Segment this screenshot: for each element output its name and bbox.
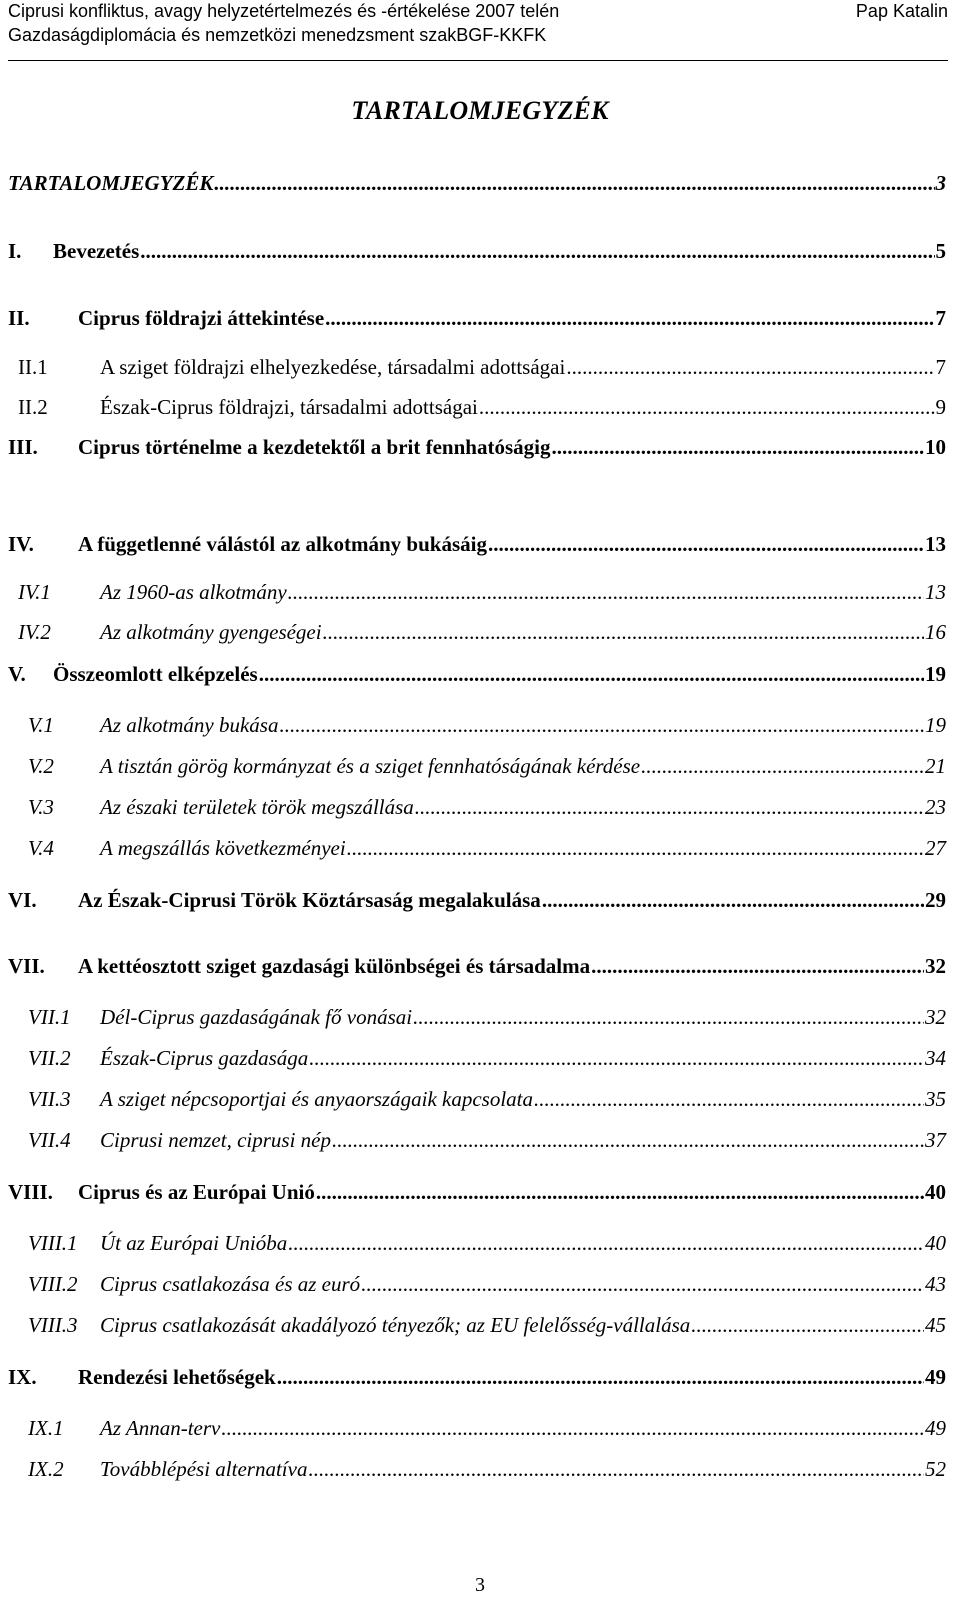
toc-entry[interactable] [8, 1272, 946, 1297]
page-number: 3 [475, 1574, 485, 1596]
toc-page: 16 [925, 620, 946, 644]
toc-number: VII.1 [28, 1005, 71, 1029]
toc-title: Az alkotmány bukása [100, 713, 279, 737]
toc-entry[interactable] [8, 1313, 946, 1338]
toc-page: 32 [925, 1005, 946, 1029]
page-title: TARTALOMJEGYZÉK [351, 96, 609, 125]
toc-leader [140, 239, 934, 264]
toc-leader [361, 1272, 924, 1297]
toc-page: 7 [935, 355, 946, 379]
toc-number: VII.4 [28, 1128, 71, 1152]
toc-entry[interactable] [8, 836, 946, 861]
toc-number: IX.2 [28, 1457, 64, 1481]
toc-page: 3 [935, 171, 946, 195]
toc-page: 40 [925, 1231, 946, 1255]
toc-leader [309, 1046, 924, 1071]
toc-page: 21 [925, 754, 946, 778]
toc-title: Bevezetés [53, 239, 140, 263]
toc-page: 34 [925, 1046, 946, 1070]
toc-leader [347, 836, 924, 861]
header-author: Pap Katalin [855, 1, 948, 21]
toc-number: VII.2 [28, 1046, 71, 1070]
toc-entry[interactable] [8, 1046, 946, 1071]
toc-page: 40 [925, 1180, 946, 1204]
toc-entry[interactable] [8, 754, 946, 779]
toc-title: A kettéosztott sziget gazdasági különbségei és társadalma [78, 954, 591, 978]
toc-title: Ciprus történelme a kezdetektől a brit fennhatóságig [78, 435, 551, 459]
toc-number: V.3 [28, 795, 54, 819]
toc-entry[interactable] [8, 1087, 946, 1112]
toc-title: Ciprus csatlakozása és az euró [100, 1272, 361, 1296]
toc-leader [591, 954, 924, 979]
toc-leader [214, 171, 934, 196]
toc-title: Összeomlott elképzelés [53, 662, 258, 686]
toc-page: 13 [925, 580, 946, 604]
toc-page: 35 [925, 1087, 946, 1111]
toc-page: 45 [925, 1313, 946, 1337]
toc-number: II.1 [18, 355, 48, 379]
toc-number: VI. [8, 888, 37, 912]
toc-number: III. [8, 435, 38, 459]
toc-number: VII.3 [28, 1087, 71, 1111]
toc-leader [479, 395, 935, 420]
toc-title: Az Annan-terv [100, 1416, 221, 1440]
toc-leader [221, 1416, 924, 1441]
toc-leader [325, 306, 934, 331]
toc-entry[interactable] [8, 1365, 946, 1390]
toc-entry[interactable] [8, 1180, 946, 1205]
toc-page: 19 [925, 662, 946, 686]
toc-title: Dél-Ciprus gazdaságának fő vonásai [100, 1005, 413, 1029]
toc-page: 9 [935, 395, 946, 419]
toc-title: Az 1960-as alkotmány [100, 580, 287, 604]
toc-leader [323, 620, 924, 645]
toc-entry[interactable] [8, 713, 946, 738]
toc-title: Az Észak-Ciprusi Török Köztársaság megalakulása [78, 888, 541, 912]
toc-leader [551, 435, 924, 460]
toc-entry[interactable] [8, 1128, 946, 1153]
toc-title: Észak-Ciprus földrajzi, társadalmi adottságai [100, 395, 478, 419]
toc-number: VII. [8, 954, 45, 978]
toc-number: VIII. [8, 1180, 53, 1204]
toc-title: Továbblépési alternatíva [100, 1457, 308, 1481]
toc-page: 13 [925, 532, 946, 556]
toc-entry[interactable] [8, 795, 946, 820]
toc-leader [488, 532, 924, 557]
toc-entry[interactable] [8, 580, 946, 605]
toc-number: V. [8, 662, 26, 686]
toc-leader [259, 662, 924, 687]
toc-leader [542, 888, 924, 913]
toc-number: IV.1 [18, 580, 51, 604]
toc-leader [566, 355, 934, 380]
toc-page: 23 [925, 795, 946, 819]
toc-title: A függetlenné válástól az alkotmány bukásáig [78, 532, 487, 556]
header-document-title: Ciprusi konfliktus, avagy helyzetértelmezés és -értékelése 2007 telén [8, 1, 560, 21]
toc-title: Ciprusi nemzet, ciprusi nép [100, 1128, 331, 1152]
toc-page: 52 [925, 1457, 946, 1481]
toc-number: VIII.1 [28, 1231, 78, 1255]
toc-page: 29 [925, 888, 946, 912]
toc-title: A sziget földrajzi elhelyezkedése, társadalmi adottságai [100, 355, 566, 379]
toc-entry[interactable] [8, 171, 946, 196]
toc-page: 7 [935, 306, 946, 330]
toc-page: 5 [935, 239, 946, 263]
toc-leader [288, 580, 924, 605]
toc-page: 27 [925, 836, 946, 860]
toc-leader [415, 795, 924, 820]
toc-title: Ciprus csatlakozását akadályozó tényezők; az EU felelősség-vállalása [100, 1313, 691, 1337]
toc-entry[interactable] [8, 355, 946, 380]
toc-page: 19 [925, 713, 946, 737]
toc-page: 37 [925, 1128, 946, 1152]
toc-title: Az alkotmány gyengeségei [100, 620, 322, 644]
toc-title: Észak-Ciprus gazdasága [100, 1046, 309, 1070]
toc-leader [413, 1005, 924, 1030]
toc-entry[interactable] [8, 306, 946, 331]
toc-title: Az északi területek török megszállása [100, 795, 414, 819]
toc-leader [308, 1457, 924, 1482]
toc-entry[interactable] [8, 620, 946, 645]
toc-number: I. [8, 239, 22, 263]
toc-title: Ciprus földrajzi áttekintése [78, 306, 325, 330]
toc-leader [332, 1128, 924, 1153]
toc-entry[interactable] [8, 435, 946, 460]
toc-title: A tisztán görög kormányzat és a sziget fennhatóságának kérdése [100, 754, 641, 778]
toc-number: IV. [8, 532, 34, 556]
toc-number: V.1 [28, 713, 54, 737]
toc-number: V.4 [28, 836, 54, 860]
toc-title: A megszállás következményei [100, 836, 346, 860]
toc-page: 49 [925, 1416, 946, 1440]
toc-title: TARTALOMJEGYZÉK [8, 171, 214, 195]
toc-leader [641, 754, 924, 779]
toc-leader [691, 1313, 924, 1338]
toc-entry[interactable] [8, 239, 946, 264]
toc-page: 10 [925, 435, 946, 459]
toc-title: Rendezési lehetőségek [78, 1365, 276, 1389]
toc-page: 43 [925, 1272, 946, 1296]
toc-number: IX. [8, 1365, 37, 1389]
toc-number: II. [8, 306, 30, 330]
toc-title: Út az Európai Unióba [100, 1231, 288, 1255]
toc-entry[interactable] [8, 1005, 946, 1030]
toc-title: A sziget népcsoportjai és anyaországaik kapcsolata [100, 1087, 533, 1111]
toc-entry[interactable] [8, 1457, 946, 1482]
toc-entry[interactable] [8, 1416, 946, 1441]
header-course: Gazdaságdiplomácia és nemzetközi menedzsment szakBGF-KKFK [8, 25, 547, 45]
toc-number: II.2 [18, 395, 48, 419]
page-header [8, 0, 948, 61]
toc-leader [277, 1365, 924, 1390]
toc-number: V.2 [28, 754, 54, 778]
toc-leader [279, 713, 924, 738]
toc-number: IV.2 [18, 620, 51, 644]
toc-leader [288, 1231, 924, 1256]
toc-entry[interactable] [8, 532, 946, 557]
toc-number: VIII.3 [28, 1313, 78, 1337]
toc-number: VIII.2 [28, 1272, 78, 1296]
toc-entry[interactable] [8, 662, 946, 687]
toc-entry[interactable] [8, 395, 946, 420]
toc-entry[interactable] [8, 954, 946, 979]
toc-leader [534, 1087, 924, 1112]
toc-page: 32 [925, 954, 946, 978]
toc-entry[interactable] [8, 1231, 946, 1256]
toc-page: 49 [925, 1365, 946, 1389]
toc-leader [316, 1180, 924, 1205]
toc-entry[interactable] [8, 888, 946, 913]
toc-title: Ciprus és az Európai Unió [78, 1180, 315, 1204]
toc-number: IX.1 [28, 1416, 64, 1440]
